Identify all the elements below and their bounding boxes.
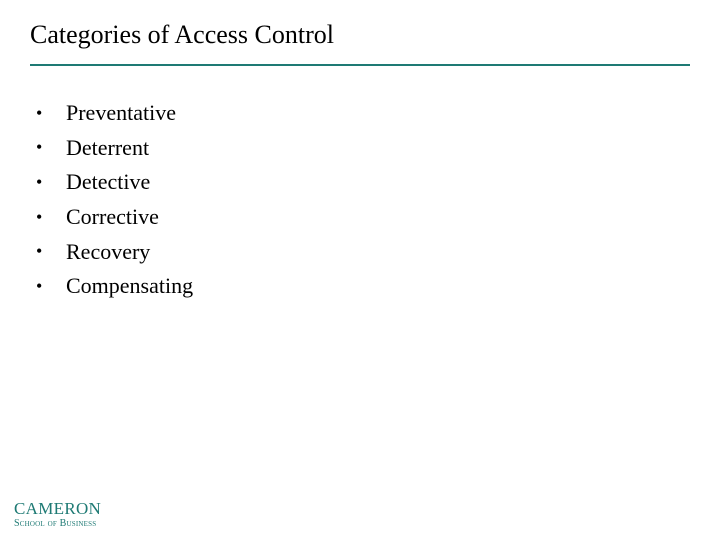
bullet-icon: • <box>36 171 43 192</box>
cameron-logo <box>14 500 101 530</box>
logo-line-1: CAMERON <box>14 499 102 518</box>
bullet-icon: • <box>36 102 43 123</box>
list-item-text: Preventative <box>66 100 176 126</box>
list-item-text: Compensating <box>66 273 194 299</box>
list-item-text: Corrective <box>66 204 159 230</box>
bullet-icon: • <box>36 137 43 158</box>
list-item <box>36 131 193 166</box>
list-item-text: Recovery <box>66 238 151 264</box>
list-item <box>36 234 193 269</box>
list-item <box>36 165 193 200</box>
slide-title: Categories of Access Control <box>30 20 334 49</box>
bullet-icon: • <box>36 206 43 227</box>
list-item <box>36 96 193 131</box>
bullet-list <box>36 96 193 304</box>
bullet-icon: • <box>36 275 43 296</box>
title-divider <box>30 64 690 66</box>
list-item <box>36 269 193 304</box>
list-item-text: Deterrent <box>66 134 150 160</box>
logo-line-2: School of Business <box>14 518 97 529</box>
bullet-icon: • <box>36 241 43 262</box>
list-item <box>36 200 193 235</box>
list-item-text: Detective <box>66 169 151 195</box>
